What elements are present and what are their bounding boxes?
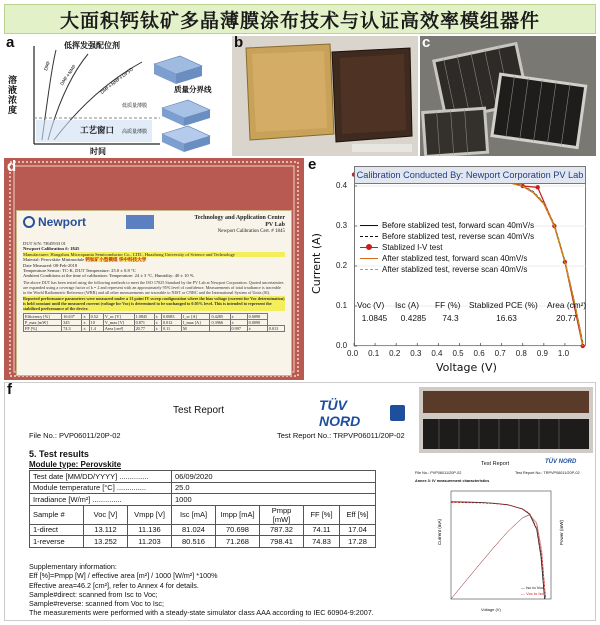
film-photo: [232, 36, 418, 156]
inset-module-photo: [419, 387, 593, 453]
y-axis-label: [306, 218, 326, 308]
high-quality-label: 高质量薄膜: [122, 129, 148, 135]
results-value-cell: 1.0845: [361, 312, 388, 323]
lab-unit: PV Lab: [265, 222, 285, 228]
inset-module-top: [423, 391, 589, 413]
legend-entry: [360, 220, 580, 231]
cn-label-hust: 华中科技大学: [118, 257, 147, 263]
cert-table-cell: 0.013: [267, 325, 284, 331]
results-value-cell: 20.77: [556, 312, 577, 323]
mini-legend-1-text: Isc to Voc: [526, 585, 544, 590]
cert-table-cell: M: [182, 325, 210, 331]
cert-table-cell: 0.012: [161, 319, 181, 325]
legend-swatch: [360, 236, 378, 237]
report-table-cell: 71.268: [216, 536, 260, 548]
y-tick-label: 0.2: [336, 261, 348, 270]
y-tick-label: 0.3: [336, 221, 348, 230]
results-header-cell: Stablized PCE (%): [469, 299, 538, 310]
report-table-row: [30, 536, 376, 548]
report-results-table: [29, 470, 376, 548]
report-header-cell: Isc [mA]: [172, 505, 216, 524]
results-values-row: [354, 311, 586, 324]
mini-annex-title: Annex 3: IV measurement characteristics: [415, 479, 490, 483]
results-header-cell: Isc (A): [395, 299, 419, 310]
cert-table-cell: I_max [A]: [182, 319, 210, 325]
cert-table-cell: ±: [154, 313, 161, 319]
supplementary-line: The measurements were performed with a steady-state simulator class AAA according to IEC 60904-9:2007.: [29, 608, 374, 618]
cert-table-cell: ±: [247, 325, 267, 331]
cert-table-cell: 20.77: [134, 325, 154, 331]
cert-table-cell: 0.0083: [161, 313, 181, 319]
cert-table-cell: V_oc [V]: [103, 313, 134, 319]
panel-label-e: e: [308, 158, 317, 173]
report-header-cell: Voc [V]: [84, 505, 128, 524]
inset-module-bottom: [423, 419, 589, 449]
panel-f-test-report: [4, 382, 596, 621]
mini-report-no: Test Report No.: TRPVP06011/20P-02: [515, 471, 580, 475]
x-tick-label: 0.9: [536, 349, 548, 358]
low-quality-label: 低质量薄膜: [122, 103, 148, 109]
quality-boundary-label: 质量分界线: [174, 85, 212, 94]
panel-d-newport-certificate: [4, 158, 304, 380]
cert-table-cell: ±: [82, 325, 89, 331]
report-table-cell: 1-reverse: [30, 536, 84, 548]
report-header-row: [30, 505, 376, 524]
panel-label-d: d: [7, 158, 17, 175]
legend-entry: [360, 242, 580, 253]
cert-line-ambient: Ambient Conditions at the time of calibration: Temperature: 24 ± 3 °C, Humidity: 40 ± 10 %: [23, 273, 194, 279]
x-tick-label: 0.5: [452, 349, 464, 358]
x-tick-label: 0.4: [431, 349, 443, 358]
curve-label-dmf: DMF: [44, 60, 53, 72]
x-tick-label: 0.6: [473, 349, 485, 358]
cert-line-sn: DUT S/N: 7H45933 01: [23, 241, 66, 246]
x-tick-label: 0.3: [410, 349, 422, 358]
panel-a-process-window: [4, 36, 230, 156]
newport-brand: [23, 215, 86, 229]
report-file-no: File No.: PVP06011/20P-02: [29, 431, 121, 440]
cert-line-manufacturer: Manufacturer: Hangzhou Microquanta Semiconductor Co., LTD., Huazhong University of Science and Technology: [23, 252, 285, 257]
certificate-header: [23, 215, 285, 241]
x-tick-label: 0.2: [389, 349, 401, 358]
results-header-cell: Area (cm²): [547, 299, 587, 310]
cert-table-cell: V_max [V]: [103, 319, 134, 325]
supplementary-line: Sample#reverse: scanned from Voc to Isc;: [29, 599, 165, 609]
panel-e-jv-chart: [306, 158, 596, 380]
report-header-cell: Impp [mA]: [216, 505, 260, 524]
x-tick-label: 0.1: [368, 349, 380, 358]
chart-legend: [360, 220, 580, 275]
dark-film-sheen: [340, 54, 406, 134]
mini-tuv-logo: TÜV NORD: [545, 459, 577, 465]
cert-table-cell: 0.3966: [210, 319, 230, 325]
mini-legend-2-text: Voc to Isc: [526, 591, 544, 596]
report-meta-label: Test date [MM/DD/YYYY] ..............: [30, 471, 172, 483]
legend-label: After stablized test, forward scan 40mV/s: [382, 254, 528, 263]
cert-table-cell: 0.997: [230, 325, 247, 331]
results-value-cell: 74.3: [442, 312, 459, 323]
series-point-stablized-i-v-test: [536, 185, 540, 189]
cn-label-minimodule: 钙钛矿小型模组: [85, 257, 118, 263]
cert-table-cell: ±: [154, 325, 161, 331]
report-title: Test Report: [173, 405, 225, 416]
report-header-cell: Sample #: [30, 505, 84, 524]
report-table-cell: 74.83: [304, 536, 340, 548]
process-window-diagram: [4, 36, 230, 156]
mini-file-no: File No.: PVP06011/20P-02: [415, 471, 462, 475]
cert-table-cell: 0.4285: [210, 313, 230, 319]
y-tick-label: 0.1: [336, 301, 348, 310]
panel-b-film-photo: [232, 36, 418, 156]
legend-label: Before stablized test, reverse scan 40mV/s: [382, 232, 535, 241]
cert-table-cell: I_sc [A]: [182, 313, 210, 319]
curve-label-dmf-nmp: DMF+NMP: [60, 64, 78, 87]
supplementary-line: Effective area=46.2 [cm²], refer to Annex 4 for details.: [29, 580, 199, 590]
mini-iv-chart: [411, 457, 593, 619]
report-meta-label: Irradiance [W/m²] ..............: [30, 494, 172, 506]
yellow-film-sheen: [252, 51, 327, 132]
panel-label-b: b: [234, 36, 244, 51]
y-axis-label-text: Current (A): [309, 232, 323, 294]
paper-label: [352, 144, 412, 152]
x-tick-label: 0.7: [494, 349, 506, 358]
tuv-nord-logo: [319, 397, 405, 429]
x-tick-label: 0.0: [347, 349, 359, 358]
cert-table-cell: 0.0090: [247, 319, 267, 325]
cert-table-cell: 0.11: [161, 325, 181, 331]
newport-name: Newport: [38, 215, 86, 229]
module-photo-3: [423, 108, 488, 156]
panel-a-xlabel: 时间: [90, 147, 106, 156]
panel-label-a: a: [6, 36, 15, 51]
results-header-cell: FF (%): [435, 299, 461, 310]
x-tick-label: 1.0: [557, 349, 570, 358]
cert-table-cell: 1.0845: [134, 313, 154, 319]
mini-y2label: Power (mW): [559, 520, 564, 545]
cert-table-cell: ±: [230, 319, 247, 325]
report-meta-row: [30, 471, 376, 483]
supplementary-line: Eff [%]=Pmpp [W] / effective area [m²] / 1000 [W/m²] *100%: [29, 571, 218, 581]
mini-xlabel: Voltage (V): [481, 607, 501, 612]
mini-legend-1: — Isc to Voc: [521, 585, 544, 590]
lab-name: Technology and Application Center: [194, 215, 285, 221]
report-meta-value: 1000: [172, 494, 376, 506]
mini-chart-frame: [451, 491, 551, 599]
cert-paragraph: The above DUT has been tested using the following methods to meet the ISO 17025 Standard by the PV Lab at Newport Corporation. Quoted uncertainties are expanded using a coverage factor of k = 2 and represent with an approximately 95% level of confidence. Measurements of total irradiance is traceable to the World Radiometric Reference (WRR) and all other measurements are traceable to NIST or CNRC and the International System of Units (SI).: [23, 279, 284, 295]
cert-table-cell: 0.871: [134, 319, 154, 325]
cert-table-cell: Efficiency [%]: [24, 313, 62, 319]
x-tick-label: 0.8: [515, 349, 527, 358]
cert-table-cell: ±: [82, 319, 89, 325]
results-value-cell: 0.4285: [400, 312, 427, 323]
report-meta-label: Module temperature [°C] ..............: [30, 482, 172, 494]
cert-table-cell: ±: [82, 313, 89, 319]
mini-report-title: Test Report: [481, 461, 510, 467]
mini-ylabel: Current (mA): [437, 518, 442, 545]
report-meta-row: [30, 494, 376, 506]
report-meta-row: [30, 482, 376, 494]
results-header-row: [354, 298, 586, 311]
tuv-report-page: [23, 387, 405, 619]
report-meta-value: 25.0: [172, 482, 376, 494]
report-table-cell: 74.11: [304, 524, 340, 536]
module-photo-2: [492, 74, 586, 147]
cert-line-temp: Temperature Sensor: TC-K, DUT Temperature: 25.0 ± 0.8 °C: [23, 268, 136, 274]
report-table-cell: 787.32: [260, 524, 304, 536]
legend-entry: [360, 231, 580, 242]
accreditation-badge-icon: [126, 215, 154, 229]
legend-swatch: [360, 258, 378, 259]
cert-table-cell: P_max [mW]: [24, 319, 62, 325]
legend-label: After stablized test, reverse scan 40mV/s: [382, 265, 528, 274]
cert-line-date: Date Measured: 08-Feb-2018: [23, 262, 78, 268]
cert-table-cell: [210, 325, 230, 331]
report-table-cell: 11.136: [128, 524, 172, 536]
tuv-mark-icon: [390, 405, 405, 421]
supplementary-line: Supplementary information:: [29, 562, 117, 571]
cert-table-cell: ±: [154, 319, 161, 325]
cert-table-cell: 16.63*: [62, 313, 82, 319]
report-table-cell: 13.112: [84, 524, 128, 536]
results-header-cell: Voc (V): [357, 299, 385, 310]
x-axis-label: Voltage (V): [436, 361, 497, 374]
legend-entry: [360, 264, 580, 275]
panel-c-modules-photo: [420, 36, 596, 156]
cert-material-text: Material: Perovskite Minimodule: [23, 257, 85, 263]
curve-label-dmf-nmp-dpso: DMF+NMP+DPSO: [100, 67, 135, 96]
modules-photo: [420, 36, 596, 156]
legend-swatch: [360, 247, 378, 248]
cert-bias-note: Reported performance parameters were measured under a 13 point IV sweep configuration where the bias voltage (current for Voc determination) is held constant until the measured current (voltage for Voc) is determined to be unchanged to 0.05% level. This is intended to represent the stabilized performance of the device.: [23, 295, 285, 311]
report-header-cell: Pmpp [mW]: [260, 505, 304, 524]
cert-table-row: [24, 325, 285, 331]
process-window-label: 工艺窗口: [80, 126, 115, 136]
figure-title-bar: [4, 4, 596, 34]
tuv-name: TÜV NORD: [319, 397, 361, 429]
cert-table-cell: FF [%]: [24, 325, 62, 331]
module-photos-inset: [419, 387, 593, 453]
report-table-cell: 1-direct: [30, 524, 84, 536]
panel-label-f: f: [7, 382, 12, 398]
report-number: Test Report No.: TRPVP06011/20P-02: [277, 431, 405, 440]
report-table-cell: 798.41: [260, 536, 304, 548]
chart-title: Calibration Conducted By: Newport Corporation PV Lab: [354, 166, 586, 184]
cert-table-cell: 1.4: [89, 325, 103, 331]
newport-logo-icon: [23, 216, 35, 228]
results-table: [354, 298, 586, 324]
report-table-cell: 80.516: [172, 536, 216, 548]
cert-results-table: [23, 313, 285, 332]
report-module-type: Module type: Perovskite: [29, 460, 122, 469]
panel-a-ylabel: 溶液浓度: [8, 76, 18, 116]
panel-label-c: c: [422, 36, 431, 51]
cert-table-cell: 0.52: [89, 313, 103, 319]
cert-table-cell: 345: [62, 319, 82, 325]
cert-table-cell: Area [cm²]: [103, 325, 134, 331]
report-table-cell: 70.698: [216, 524, 260, 536]
report-header-cell: Vmpp [V]: [128, 505, 172, 524]
report-supplementary: [29, 562, 374, 618]
legend-swatch: [360, 269, 378, 270]
report-table-cell: 17.28: [340, 536, 376, 548]
cert-table-cell: 0.0090: [247, 313, 267, 319]
legend-label: Stablized I-V test: [382, 243, 443, 252]
report-table-cell: 81.024: [172, 524, 216, 536]
panel-a-heading: 低挥发强配位剂: [64, 41, 120, 50]
supplementary-line: Sample#direct: scanned from Isc to Voc;: [29, 589, 158, 599]
calibration-cert-no: Newport Calibration Cert. # 1845: [217, 229, 285, 234]
legend-label: Before stablized test, forward scan 40mV/s: [382, 221, 535, 230]
report-table-cell: 17.04: [340, 524, 376, 536]
results-value-cell: 16.63: [496, 312, 517, 323]
cert-line-calib: Newport Calibration #: 1845: [23, 246, 80, 252]
legend-swatch: [360, 225, 378, 226]
report-meta-value: 06/09/2020: [172, 471, 376, 483]
figure-title: 大面积钙钛矿多晶薄膜涂布技术与认证高效率模组器件: [59, 9, 540, 32]
report-section-heading: 5. Test results: [29, 449, 89, 459]
report-table-row: [30, 524, 376, 536]
lab-info: [194, 215, 285, 235]
legend-entry: [360, 253, 580, 264]
cert-table-cell: ±: [230, 313, 247, 319]
report-table-cell: 13.252: [84, 536, 128, 548]
report-header-cell: Eff [%]: [340, 505, 376, 524]
mini-legend-2: — Voc to Isc: [521, 591, 544, 596]
cert-table-cell: 74.3: [62, 325, 82, 331]
cert-table-cell: 10: [89, 319, 103, 325]
report-header-cell: FF [%]: [304, 505, 340, 524]
legend-marker-icon: [366, 244, 372, 250]
mini-report-page: [411, 457, 593, 619]
y-tick-label: 0.0: [336, 341, 348, 350]
y-tick-label: 0.4: [336, 181, 348, 190]
report-table-cell: 11.203: [128, 536, 172, 548]
certificate-sheet: [16, 210, 292, 376]
